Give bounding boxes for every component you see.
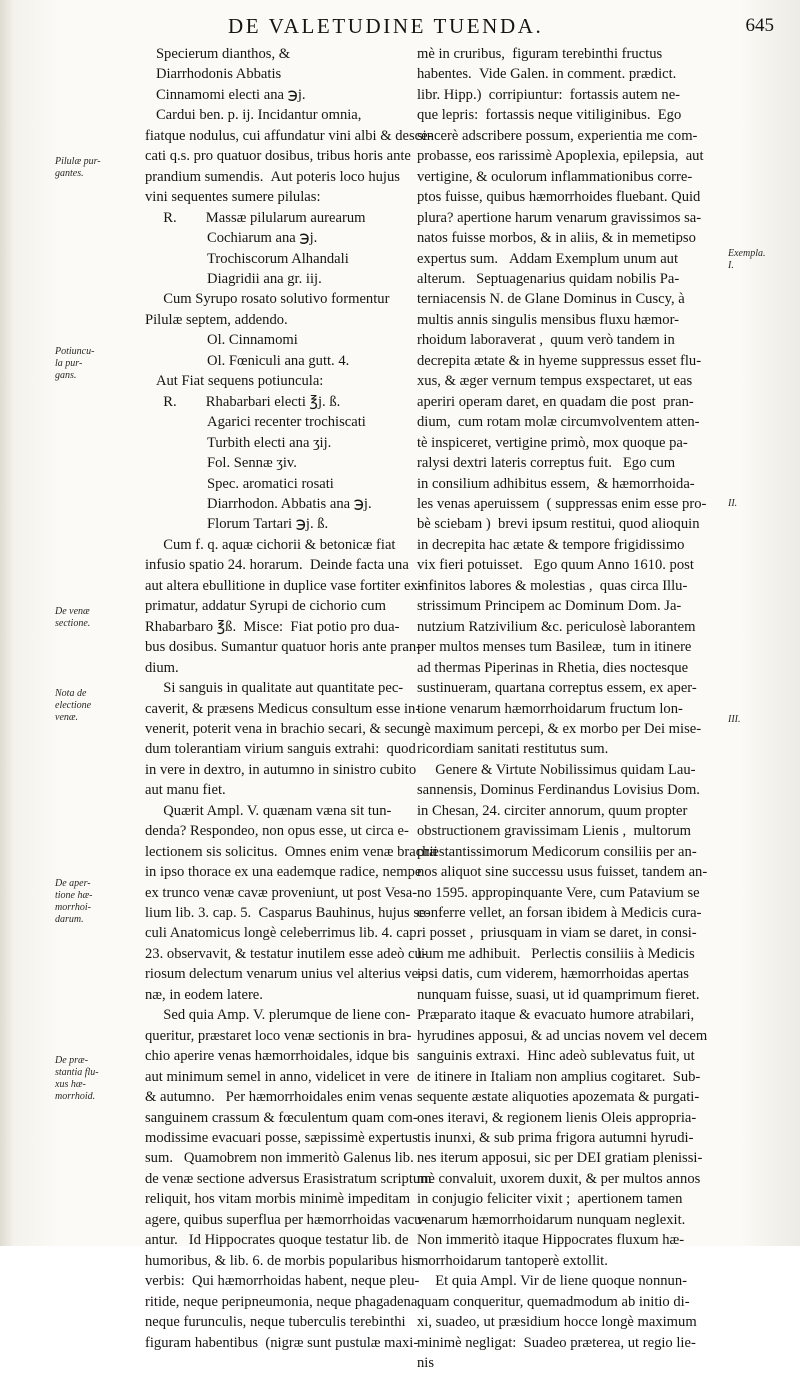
margin-note-venae-sectione (55, 606, 140, 630)
text-line: neque furunculis, neque tuberculis terebinthi (145, 1314, 406, 1331)
text-line: ritide, neque peripneumonia, neque phagadena, (145, 1293, 421, 1310)
text-line: sanguinis extraxi. Hinc adeò sublevatus fuit, ut (417, 1048, 695, 1065)
text-line: Pilulæ septem, addendo. (145, 311, 288, 328)
margin-note-line: tione hæ- (55, 890, 93, 901)
text-line: Genere & Virtute Nobilissimus quidam Lau- (417, 761, 696, 778)
text-line: ri posset , priusquam in viam se daret, in consi- (417, 925, 697, 942)
text-line: Ol. Cinnamomi (145, 332, 298, 349)
margin-note-line: la pur- (55, 358, 83, 369)
text-line: in decrepita hac ætate & tempore frigidissimo (417, 536, 685, 553)
text-line: in ipso thorace ex una eademque radice, nempe (145, 864, 422, 881)
margin-note-line: stantia flu- (55, 1067, 99, 1078)
text-line: bus dosibus. Sumantur quatuor horis ante pran- (145, 639, 422, 656)
text-line: Specierum dianthos, & (145, 46, 291, 62)
margin-note-iii (728, 714, 798, 726)
text-line: multis annis singulis mensibus fluxu hæmor- (417, 311, 679, 328)
margin-note-line: venæ. (55, 712, 79, 723)
text-line: chio aperire venas hæmorrhoidales, idque bis (145, 1048, 410, 1065)
text-line: tè inspiceret, vertigine primò, mox quoque pa- (417, 434, 688, 451)
margin-note-line: xus hæ- (55, 1079, 86, 1090)
text-line: queritur, præstaret loco venæ sectionis in bra- (145, 1027, 412, 1044)
text-line: Et quia Ampl. Vir de liene quoque nonnun- (417, 1273, 688, 1290)
margin-note-line: III. (728, 714, 741, 725)
text-line: riosum delectum venarum unius vel alterius ve- (145, 966, 424, 983)
text-line: alterum. Septuagenarius quidam nobilis Pa- (417, 270, 680, 287)
text-line: figuram habentibus (nigræ sunt pustulæ maxi- (145, 1334, 419, 1351)
text-line: que lepris: fortassis neque vitiliginibus. Ego (417, 107, 682, 124)
text-line: vertigine, & oculorum inflammationibus corre- (417, 168, 693, 185)
text-line: ralysi dextri lateris correptus fuit. Ego cum (417, 455, 676, 472)
text-line: les venas aperuissem ( suppressas enim esse pro- (417, 495, 707, 512)
text-line: Cardui ben. p. ij. Incidantur omnia, (145, 107, 362, 124)
text-line: vini sequentes sumere pilulas: (145, 189, 321, 206)
text-line: lium lib. 3. cap. 5. Casparus Bauhinus, hujus se- (145, 905, 431, 922)
text-line: Cinnamomi electi ana ℈j. (145, 86, 306, 103)
text-line: in vere in dextro, in autumno in sinistro cubito (145, 761, 417, 778)
text-line: sum. Quamobrem non immeritò Galenus lib. (145, 1150, 414, 1167)
text-line: obstructionem gravissimam Lienis , multorum (417, 823, 692, 840)
text-line: dum tolerantiam virium sanguis extrahi: quod (145, 741, 416, 758)
margin-note-line: darum. (55, 914, 84, 925)
text-line: libr. Hipp.) corripiuntur: fortassis autem ne- (417, 86, 681, 103)
text-line: mè in cruribus, figuram terebinthi fructus (417, 46, 663, 62)
text-line: Diarrhodonis Abbatis (145, 66, 282, 83)
text-line: R. Rhabarbari electi ℥j. ß. (145, 393, 341, 410)
text-line: sanguinem crassum & fœculentum quam com- (145, 1109, 418, 1126)
text-line: Diagridii ana gr. iij. (145, 270, 322, 287)
margin-note-line: Exempla. (728, 248, 766, 259)
text-line: Sed quia Amp. V. plerumque de liene con- (145, 1007, 411, 1024)
text-line: agere, quibus superflua per hæmorrhoidas vacu- (145, 1211, 427, 1228)
text-line: Trochiscorum Alhandali (145, 250, 349, 267)
text-line: habentes. Vide Galen. in comment. prædict. (417, 66, 677, 83)
text-line: infusio spatio 24. horarum. Deinde facta una (145, 557, 409, 574)
text-line: sannensis, Dominus Ferdinandus Lovisius Dom. (417, 782, 700, 799)
margin-note-pilulae (55, 156, 140, 180)
text-line: nis (417, 1355, 435, 1371)
text-line: humoribus, & lib. 6. de morbis popularibus his (145, 1252, 419, 1269)
text-line: probasse, eos rarissimè Apoplexia, epilepsia, aut (417, 148, 704, 165)
text-line: Aut Fiat sequens potiuncula: (145, 373, 324, 390)
text-line: decrepita ætate & in hyeme suppressus esset flu- (417, 352, 702, 369)
text-line: Ol. Fœniculi ana gutt. 4. (145, 352, 350, 369)
text-line: rhoidum laboraverat , quum verò tandem in (417, 332, 675, 349)
text-line: minimè negligat: Suadeo præterea, ut regio lie- (417, 1334, 696, 1351)
text-line: venerit, poterit vena in brachio secari, & secun- (145, 720, 423, 737)
text-line: xus, & æger vernum tempus exspectaret, ut eas (417, 373, 693, 390)
text-line: ones iteravi, & regionem lienis Oleis appropria- (417, 1109, 697, 1126)
text-line: dium. (145, 659, 179, 676)
text-line: sustinueram, quartana correptus essem, ex aper- (417, 680, 697, 697)
margin-note-line: De venæ (55, 606, 90, 617)
text-line: Si sanguis in qualitate aut quantitate pec- (145, 680, 404, 697)
margin-note-line: De aper- (55, 878, 91, 889)
text-line: nunquam fuisse, suasi, ut id quamprimum fieret. (417, 986, 700, 1003)
text-line: de venæ sectione adversus Erasistratum scriptum (145, 1170, 432, 1187)
text-line: de itinere in Italiam non amplius cogitaret. Sub- (417, 1068, 701, 1085)
margin-note-line: morrhoi- (55, 902, 91, 913)
text-line: in conjugio feliciter vixit ; apertionem tamen (417, 1191, 683, 1208)
right-text-column (417, 44, 722, 1373)
text-line: aperiri operam daret, en quadam die post pran- (417, 393, 694, 410)
text-line: tione venarum hæmorrhoidarum fructum lon- (417, 700, 683, 717)
text-line: venarum hæmorrhoidarum nunquam neglexit. (417, 1211, 686, 1228)
text-line: quam conqueritur, quemadmodum ab initio di- (417, 1293, 690, 1310)
text-line: verbis: Qui hæmorrhoidas habent, neque pleu- (145, 1273, 420, 1290)
text-line: Non immeritò itaque Hippocrates fluxum hæ- (417, 1232, 685, 1249)
text-line: sequente æstate aliquoties apozemata & purgati- (417, 1089, 700, 1106)
text-line: no 1595. appropinquante Vere, cum Patavium se (417, 884, 700, 901)
text-line: præstantissimorum Medicorum consiliis per an- (417, 843, 697, 860)
text-line: antur. Id Hippocrates quoque testatur lib. de (145, 1232, 409, 1249)
text-line: Agarici recenter trochiscati (145, 414, 366, 431)
margin-note-apertione (55, 878, 140, 926)
margin-note-line: I. (728, 260, 734, 271)
text-line: lium me adhibuit. Perlectis consiliis à Medicis (417, 945, 695, 962)
margin-note-line: sectione. (55, 618, 91, 629)
text-line: aut minimum semel in anno, videlicet in vere (145, 1068, 410, 1085)
text-line: næ, in eodem latere. (145, 986, 263, 1003)
margin-note-electione-venae (55, 688, 140, 724)
text-line: natos fuisse morbos, & in aliis, & in memetipso (417, 230, 696, 247)
text-line: tis inunxi, & sub prima frigora autumni hyrudi- (417, 1130, 694, 1147)
text-line: & autumno. Per hæmorrhoidales enim venas (145, 1089, 413, 1106)
text-line: per multos menses tum Basileæ, tum in itinere (417, 639, 692, 656)
page-header (190, 14, 790, 40)
text-line: denda? Respondeo, non opus esse, ut circa e- (145, 823, 409, 840)
text-line: Præparato itaque & evacuato humore atrabilari, (417, 1007, 695, 1024)
text-line: fiatque nodulus, cui affundatur vini albi & desce- (145, 127, 433, 144)
text-line: in consilium adhibitus essem, & hæmorrhoida- (417, 475, 695, 492)
text-line: cati q.s. pro quatuor dosibus, tribus horis ante (145, 148, 411, 165)
text-line: primatur, addatur Syrupi de cichorio cum (145, 598, 386, 615)
margin-note-potiuncula (55, 346, 140, 382)
text-line: reliquit, hos vitam morbis minimè impeditam (145, 1191, 411, 1208)
text-line: R. Massæ pilularum aurearum (145, 209, 366, 226)
text-line: aut altera ebullitione in duplice vase fortiter ex- (145, 577, 423, 594)
margin-note-praestantia (55, 1055, 140, 1103)
text-line: dium, cum rotam molæ circumvolventem atten- (417, 414, 700, 431)
text-line: terniacensis N. de Glane Dominus in Cuscy, à (417, 291, 685, 308)
text-line: Rhabarbaro ℥ß. Misce: Fiat potio pro dua- (145, 618, 400, 635)
margin-note-line: De præ- (55, 1055, 89, 1066)
text-line: 23. observavit, & testatur inutilem esse adeò cu- (145, 945, 427, 962)
text-line: Cum Syrupo rosato solutivo formentur (145, 291, 390, 308)
text-line: Florum Tartari ℈j. ß. (145, 516, 329, 533)
margin-note-line: Potiuncu- (55, 346, 95, 357)
text-line: nutzium Ratzivilium &c. periculosè laborantem (417, 618, 696, 635)
text-line: conferre vellet, an forsan ibidem à Medicis cura- (417, 905, 702, 922)
margin-note-line: Nota de (55, 688, 87, 699)
text-line: gè maximum percepi, & ex morbo per Dei mise- (417, 720, 702, 737)
text-line: Cum f. q. aquæ cichorii & betonicæ fiat (145, 536, 396, 553)
text-line: hyrudines apposui, & ad uncias novem vel decem (417, 1027, 708, 1044)
page-number: 645 (745, 15, 774, 36)
left-text-column (145, 44, 438, 1353)
text-line: prandium sumendis. Aut poteris loco hujus (145, 168, 400, 185)
text-line: mè convaluit, uxorem duxit, & per multos annos (417, 1170, 701, 1187)
text-line: ricordiam sanitati restitutus sum. (417, 741, 609, 758)
text-line: xi, suadeo, ut præsidium hocce longè maximum (417, 1314, 697, 1331)
text-line: ipsi datis, cum viderem, hæmorrhoidas apertas (417, 966, 689, 983)
margin-note-exempla (728, 248, 798, 272)
text-line: ad thermas Piperinas in Rhetia, dies noctesque (417, 659, 689, 676)
text-line: in Chesan, 24. circiter annorum, quum propter (417, 802, 688, 819)
text-line: strissimum Principem ac Dominum Dom. Ja- (417, 598, 682, 615)
text-line: nos aliquot sine successu usus fuisset, tandem an- (417, 864, 708, 881)
text-line: Fol. Sennæ ʒiv. (145, 455, 297, 472)
margin-note-line: gans. (55, 370, 77, 381)
text-line: aut manu fiet. (145, 782, 226, 799)
text-line: Diarrhodon. Abbatis ana ℈j. (145, 495, 372, 512)
margin-note-line: gantes. (55, 168, 84, 179)
text-line: modissime evacuari posse, sæpissimè expertus (145, 1130, 418, 1147)
text-line: sincerè adscribere possum, experientia me com- (417, 127, 698, 144)
text-line: lectionem sis solicitus. Omnes enim venæ brachii (145, 843, 438, 860)
margin-note-line: Pilulæ pur- (55, 156, 101, 167)
margin-note-ii (728, 498, 798, 510)
text-line: plura? apertione harum venarum gravissimos sa- (417, 209, 702, 226)
text-line: bè sciebam ) brevi ipsum restitui, quod alioquin (417, 516, 700, 533)
text-line: ex trunco venæ cavæ proveniunt, ut post Vesa- (145, 884, 418, 901)
text-line: Spec. aromatici rosati (145, 475, 334, 492)
text-line: Turbith electi ana ʒij. (145, 434, 332, 451)
text-line: culi Anatomicus longè celeberrimus lib. 4. cap. (145, 925, 421, 942)
running-title: DE VALETUDINE TUENDA. (228, 14, 544, 38)
text-line: vix fieri potuisset. Ego quum Anno 1610. post (417, 557, 694, 574)
margin-note-line: electione (55, 700, 92, 711)
text-line: ptos fuisse, quibus hæmorrhoides fluebant. Quid (417, 189, 701, 206)
text-line: expertus sum. Addam Exemplum unum aut (417, 250, 679, 267)
margin-note-line: morrhoid. (55, 1091, 96, 1102)
text-line: morrhoidarum tantoperè extollit. (417, 1252, 608, 1269)
text-line: infinitos labores & molestias , quas circa Illu- (417, 577, 688, 594)
text-line: Quærit Ampl. V. quænam væna sit tun- (145, 802, 392, 819)
text-line: caverit, & præsens Medicus consultum esse in- (145, 700, 421, 717)
text-line: Cochiarum ana ℈j. (145, 230, 318, 247)
margin-note-line: II. (728, 498, 738, 509)
text-line: nes iterum apposui, sic per DEI gratiam plenissi- (417, 1150, 703, 1167)
